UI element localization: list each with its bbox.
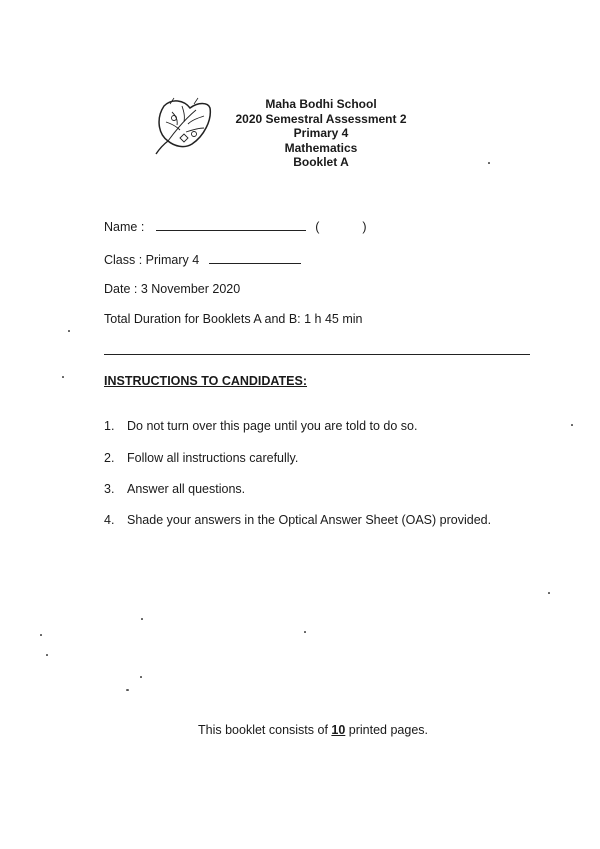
scan-speck: [141, 618, 143, 620]
page-count-note: [198, 723, 428, 737]
name-blank[interactable]: [156, 218, 306, 231]
page-count-suffix: printed pages.: [345, 723, 429, 737]
class-blank[interactable]: [209, 251, 301, 264]
scan-speck: [40, 634, 42, 636]
document-header: [212, 97, 430, 170]
instruction-text: Follow all instructions carefully.: [127, 451, 299, 465]
index-paren-open: (: [315, 220, 320, 234]
instruction-text: Do not turn over this page until you are told to do so.: [127, 419, 418, 433]
instruction-item: [104, 419, 417, 433]
scan-speck: [68, 330, 70, 332]
instruction-item: [104, 513, 491, 527]
name-label: Name :: [104, 220, 145, 234]
instruction-number: 2.: [104, 451, 115, 465]
level-title: Primary 4: [293, 126, 349, 140]
instruction-number: 3.: [104, 482, 115, 496]
class-label: Class : Primary 4: [104, 253, 200, 267]
instruction-number: 4.: [104, 513, 115, 527]
index-paren-close: ): [362, 220, 367, 234]
scan-speck: [548, 592, 550, 594]
instruction-item: [104, 451, 298, 465]
duration-text: Total Duration for Booklets A and B: 1 h 45 min: [104, 312, 363, 326]
instruction-item: [104, 482, 245, 496]
instruction-number: 1.: [104, 419, 115, 433]
name-field-row: [104, 218, 367, 234]
assessment-title: 2020 Semestral Assessment 2: [235, 111, 407, 126]
scan-speck: [126, 689, 129, 691]
scan-speck: [62, 376, 64, 378]
booklet-title: Booklet A: [293, 155, 349, 169]
school-logo-icon: [150, 94, 212, 160]
class-field-row: [104, 251, 301, 267]
instruction-text: Answer all questions.: [127, 482, 246, 496]
scan-speck: [488, 162, 490, 164]
section-divider: [104, 354, 530, 355]
date-text: Date : 3 November 2020: [104, 282, 241, 296]
instruction-text: Shade your answers in the Optical Answer Sheet (OAS) provided.: [127, 513, 492, 527]
scan-speck: [304, 631, 306, 633]
page-count-prefix: This booklet consists of: [198, 723, 332, 737]
school-name: Maha Bodhi School: [265, 97, 377, 111]
scan-speck: [571, 424, 573, 426]
page-count-number: 10: [331, 723, 346, 737]
instructions-heading: INSTRUCTIONS TO CANDIDATES:: [104, 374, 308, 388]
scan-speck: [46, 654, 48, 656]
scan-speck: [140, 676, 142, 678]
subject-title: Mathematics: [284, 140, 358, 155]
